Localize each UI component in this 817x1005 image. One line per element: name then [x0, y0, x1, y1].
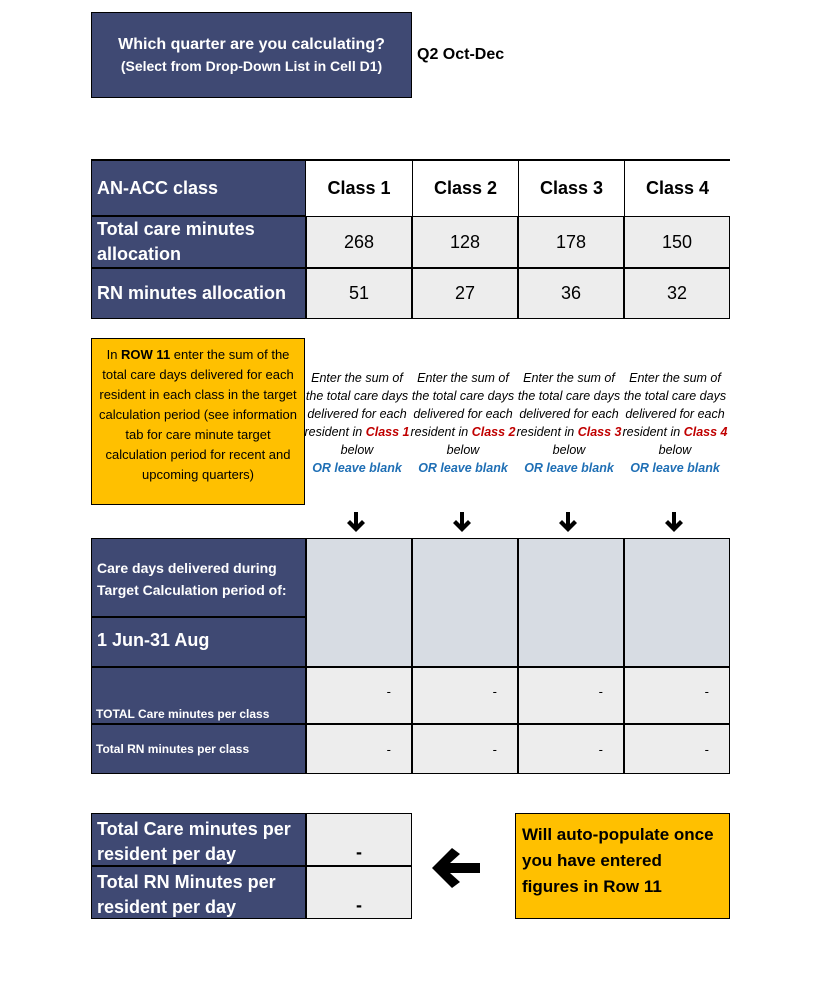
- quarter-question-box: [91, 12, 412, 98]
- total-care-class-1[interactable]: 268: [306, 216, 412, 268]
- column-instruction-class-2: [410, 369, 516, 477]
- instruction-line-end: below: [340, 443, 374, 457]
- arrow-down-icon: [450, 510, 474, 534]
- total-care-minutes-label: Total care minutes allocation: [91, 216, 306, 268]
- instruction-line: Enter the sum of the total care days delivered for each resident in: [516, 371, 621, 439]
- instruction-line: Enter the sum of the total care days delivered for each resident in: [410, 371, 515, 439]
- leave-blank-note: OR leave blank: [418, 461, 508, 475]
- rn-per-resident-value: -: [306, 866, 412, 919]
- rn-class-3[interactable]: 36: [518, 268, 624, 319]
- row-11-instruction-box: [91, 338, 305, 505]
- total-care-class-3[interactable]: 178: [518, 216, 624, 268]
- instruction-line-end: below: [552, 443, 586, 457]
- total-rn-per-class-4: -: [624, 724, 730, 774]
- instruction-text: enter the sum of the total care days delivered for each resident in each class in the target calculation period (see information tab for care minute target calculation period for recent and upcoming quarters): [99, 347, 297, 482]
- arrow-left-icon: [430, 846, 482, 890]
- total-care-per-class-1: -: [306, 667, 412, 724]
- total-care-per-class-4: -: [624, 667, 730, 724]
- rn-class-4[interactable]: 32: [624, 268, 730, 319]
- instruction-line: Enter the sum of the total care days delivered for each resident in: [622, 371, 727, 439]
- care-days-input-class-1[interactable]: [306, 538, 412, 667]
- care-days-input-class-4[interactable]: [624, 538, 730, 667]
- total-rn-per-class-3: -: [518, 724, 624, 774]
- class-4-header: Class 4: [624, 160, 730, 216]
- total-care-per-class-3: -: [518, 667, 624, 724]
- leave-blank-note: OR leave blank: [312, 461, 402, 475]
- column-instruction-class-4: [622, 369, 728, 477]
- care-per-resident-label: Total Care minutes per resident per day: [91, 813, 306, 866]
- row-reference: ROW 11: [121, 347, 171, 362]
- care-per-resident-value: -: [306, 813, 412, 866]
- total-care-class-2[interactable]: 128: [412, 216, 518, 268]
- class-ref: Class 2: [471, 425, 516, 439]
- care-days-input-class-3[interactable]: [518, 538, 624, 667]
- arrow-down-icon: [556, 510, 580, 534]
- total-rn-per-class-1: -: [306, 724, 412, 774]
- care-days-input-class-2[interactable]: [412, 538, 518, 667]
- instruction-prefix: In: [106, 347, 122, 362]
- instruction-line-end: below: [446, 443, 480, 457]
- an-acc-class-label: AN-ACC class: [91, 160, 306, 216]
- arrow-down-icon: [344, 510, 368, 534]
- class-ref: Class 4: [683, 425, 728, 439]
- leave-blank-note: OR leave blank: [524, 461, 614, 475]
- arrow-down-icon: [662, 510, 686, 534]
- rn-per-resident-label: Total RN Minutes per resident per day: [91, 866, 306, 919]
- class-ref: Class 3: [577, 425, 622, 439]
- rn-minutes-label: RN minutes allocation: [91, 268, 306, 319]
- column-instruction-class-1: [304, 369, 410, 477]
- rn-class-2[interactable]: 27: [412, 268, 518, 319]
- auto-populate-note: Will auto-populate once you have entered figures in Row 11: [515, 813, 730, 919]
- column-instruction-class-3: [516, 369, 622, 477]
- class-2-header: Class 2: [412, 160, 518, 216]
- instruction-line-end: below: [658, 443, 692, 457]
- leave-blank-note: OR leave blank: [630, 461, 720, 475]
- total-care-class-4[interactable]: 150: [624, 216, 730, 268]
- instruction-line: Enter the sum of the total care days delivered for each resident in: [304, 371, 409, 439]
- total-care-per-class-2: -: [412, 667, 518, 724]
- total-rn-per-class-2: -: [412, 724, 518, 774]
- total-rn-per-class-label: Total RN minutes per class: [91, 724, 306, 774]
- total-care-per-class-label: TOTAL Care minutes per class: [91, 667, 306, 724]
- class-3-header: Class 3: [518, 160, 624, 216]
- class-ref: Class 1: [365, 425, 410, 439]
- quarter-instruction: (Select from Drop-Down List in Cell D1): [120, 58, 383, 74]
- quarter-question: Which quarter are you calculating?: [118, 36, 385, 53]
- target-period: 1 Jun-31 Aug: [91, 617, 306, 667]
- quarter-dropdown-value[interactable]: Q2 Oct-Dec: [417, 46, 505, 63]
- rn-class-1[interactable]: 51: [306, 268, 412, 319]
- class-1-header: Class 1: [327, 177, 391, 198]
- care-days-label: Care days delivered during Target Calculation period of:: [91, 538, 306, 617]
